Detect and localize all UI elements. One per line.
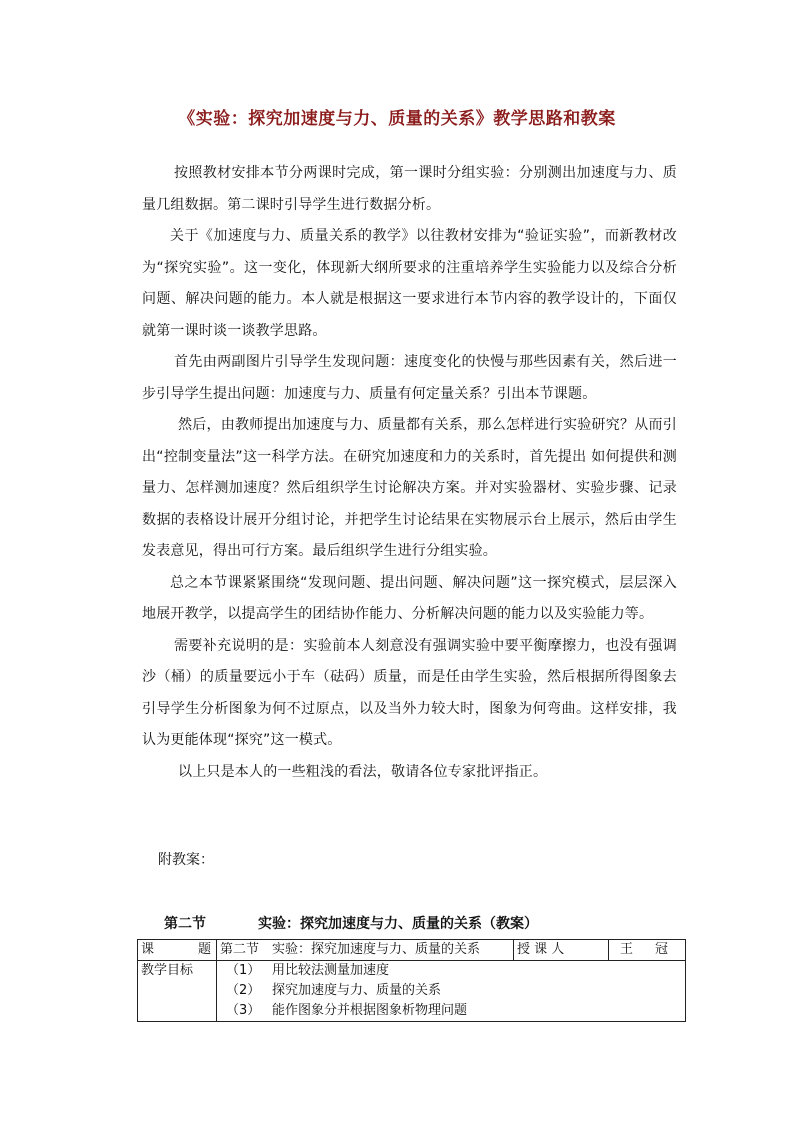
goals-label-cell: 教学目标 — [138, 961, 217, 1022]
lesson-plan-heading — [164, 913, 538, 933]
paragraph-7: 以上只是本人的一些粗浅的看法，敬请各位专家批评指正。 — [178, 763, 548, 780]
topic-label-b: 题 — [197, 942, 211, 957]
topic-label-cell — [138, 940, 217, 961]
goal-item: （3） 能作图象分并根据图象析物理问题 — [226, 1003, 468, 1018]
paragraph-4: 然后，由教师提出加速度与力、质量都有关系，那么怎样进行实验研究？从而引出“控制变量法”这一科学方法。在研究加速度和力的关系时，首先提出 如何提供和测量力、怎样测加速度？然后组织学生讨论解决方案。并对实验器材、实验步骤、记录数据的表格设计展开分组讨论，并把学生讨论结果在实物展示台上展示，然后由学生发表意见，得出可行方案。最后组织学生进行分组实验。 — [142, 417, 677, 559]
goal-item: （2） 探究加速度与力、质量的关系 — [226, 983, 442, 998]
paragraph-5: 总之本节课紧紧围绕“发现问题、提出问题、解决问题”这一探究模式，层层深入地展开教学，以提高学生的团结协作能力、分析解决问题的能力以及实验能力等。 — [142, 574, 677, 622]
section-number: 第二节 — [164, 916, 206, 932]
teacher-name-a: 王 — [620, 942, 634, 957]
paragraph-1: 按照教材安排本节分两课时完成，第一课时分组实验：分别测出加速度与力、质量几组数据。第二课时引导学生进行数据分析。 — [142, 165, 677, 213]
goal-item: （1） 用比较法测量加速度 — [226, 963, 390, 978]
document-title: 《实验：探究加速度与力、质量的关系》教学思路和教案 — [178, 109, 616, 129]
table-row — [138, 961, 686, 1022]
teacher-name-cell — [609, 940, 686, 961]
goals-cell — [217, 961, 686, 1022]
paragraph-2: 关于《加速度与力、质量关系的教学》以往教材安排为“验证实验”，而新教材改为“探究实验”。这一变化，体现新大纲所要求的注重培养学生实验能力以及综合分析问题、解决问题的能力。本人就是根据这一要求进行本节内容的教学设计的，下面仅就第一课时谈一谈教学思路。 — [142, 228, 677, 339]
lesson-plan-table — [137, 939, 686, 1022]
topic-label-a: 课 — [141, 942, 155, 957]
document-body — [142, 158, 677, 788]
topic-cell: 第二节 实验：探究加速度与力、质量的关系 — [217, 940, 514, 961]
teacher-name-b: 冠 — [654, 942, 668, 957]
section-title: 实验：探究加速度与力、质量的关系（教案） — [258, 916, 538, 932]
paragraph-3: 首先由两副图片引导学生发现问题：速度变化的快慢与那些因素有关，然后进一步引导学生提出问题：加速度与力、质量有何定量关系？引出本节课题。 — [142, 354, 677, 402]
appendix-label: 附教案： — [158, 852, 214, 868]
paragraph-6: 需要补充说明的是：实验前本人刻意没有强调实验中要平衡摩擦力，也没有强调沙（桶）的质量要远小于车（砝码）质量，而是任由学生实验，然后根据所得图象去引导学生分析图象为何不过原点，以及当外力较大时，图象为何弯曲。这样安排，我认为更能体现“探究”这一模式。 — [142, 637, 677, 748]
table-row — [138, 940, 686, 961]
teacher-label-cell: 授 课 人 — [514, 940, 609, 961]
